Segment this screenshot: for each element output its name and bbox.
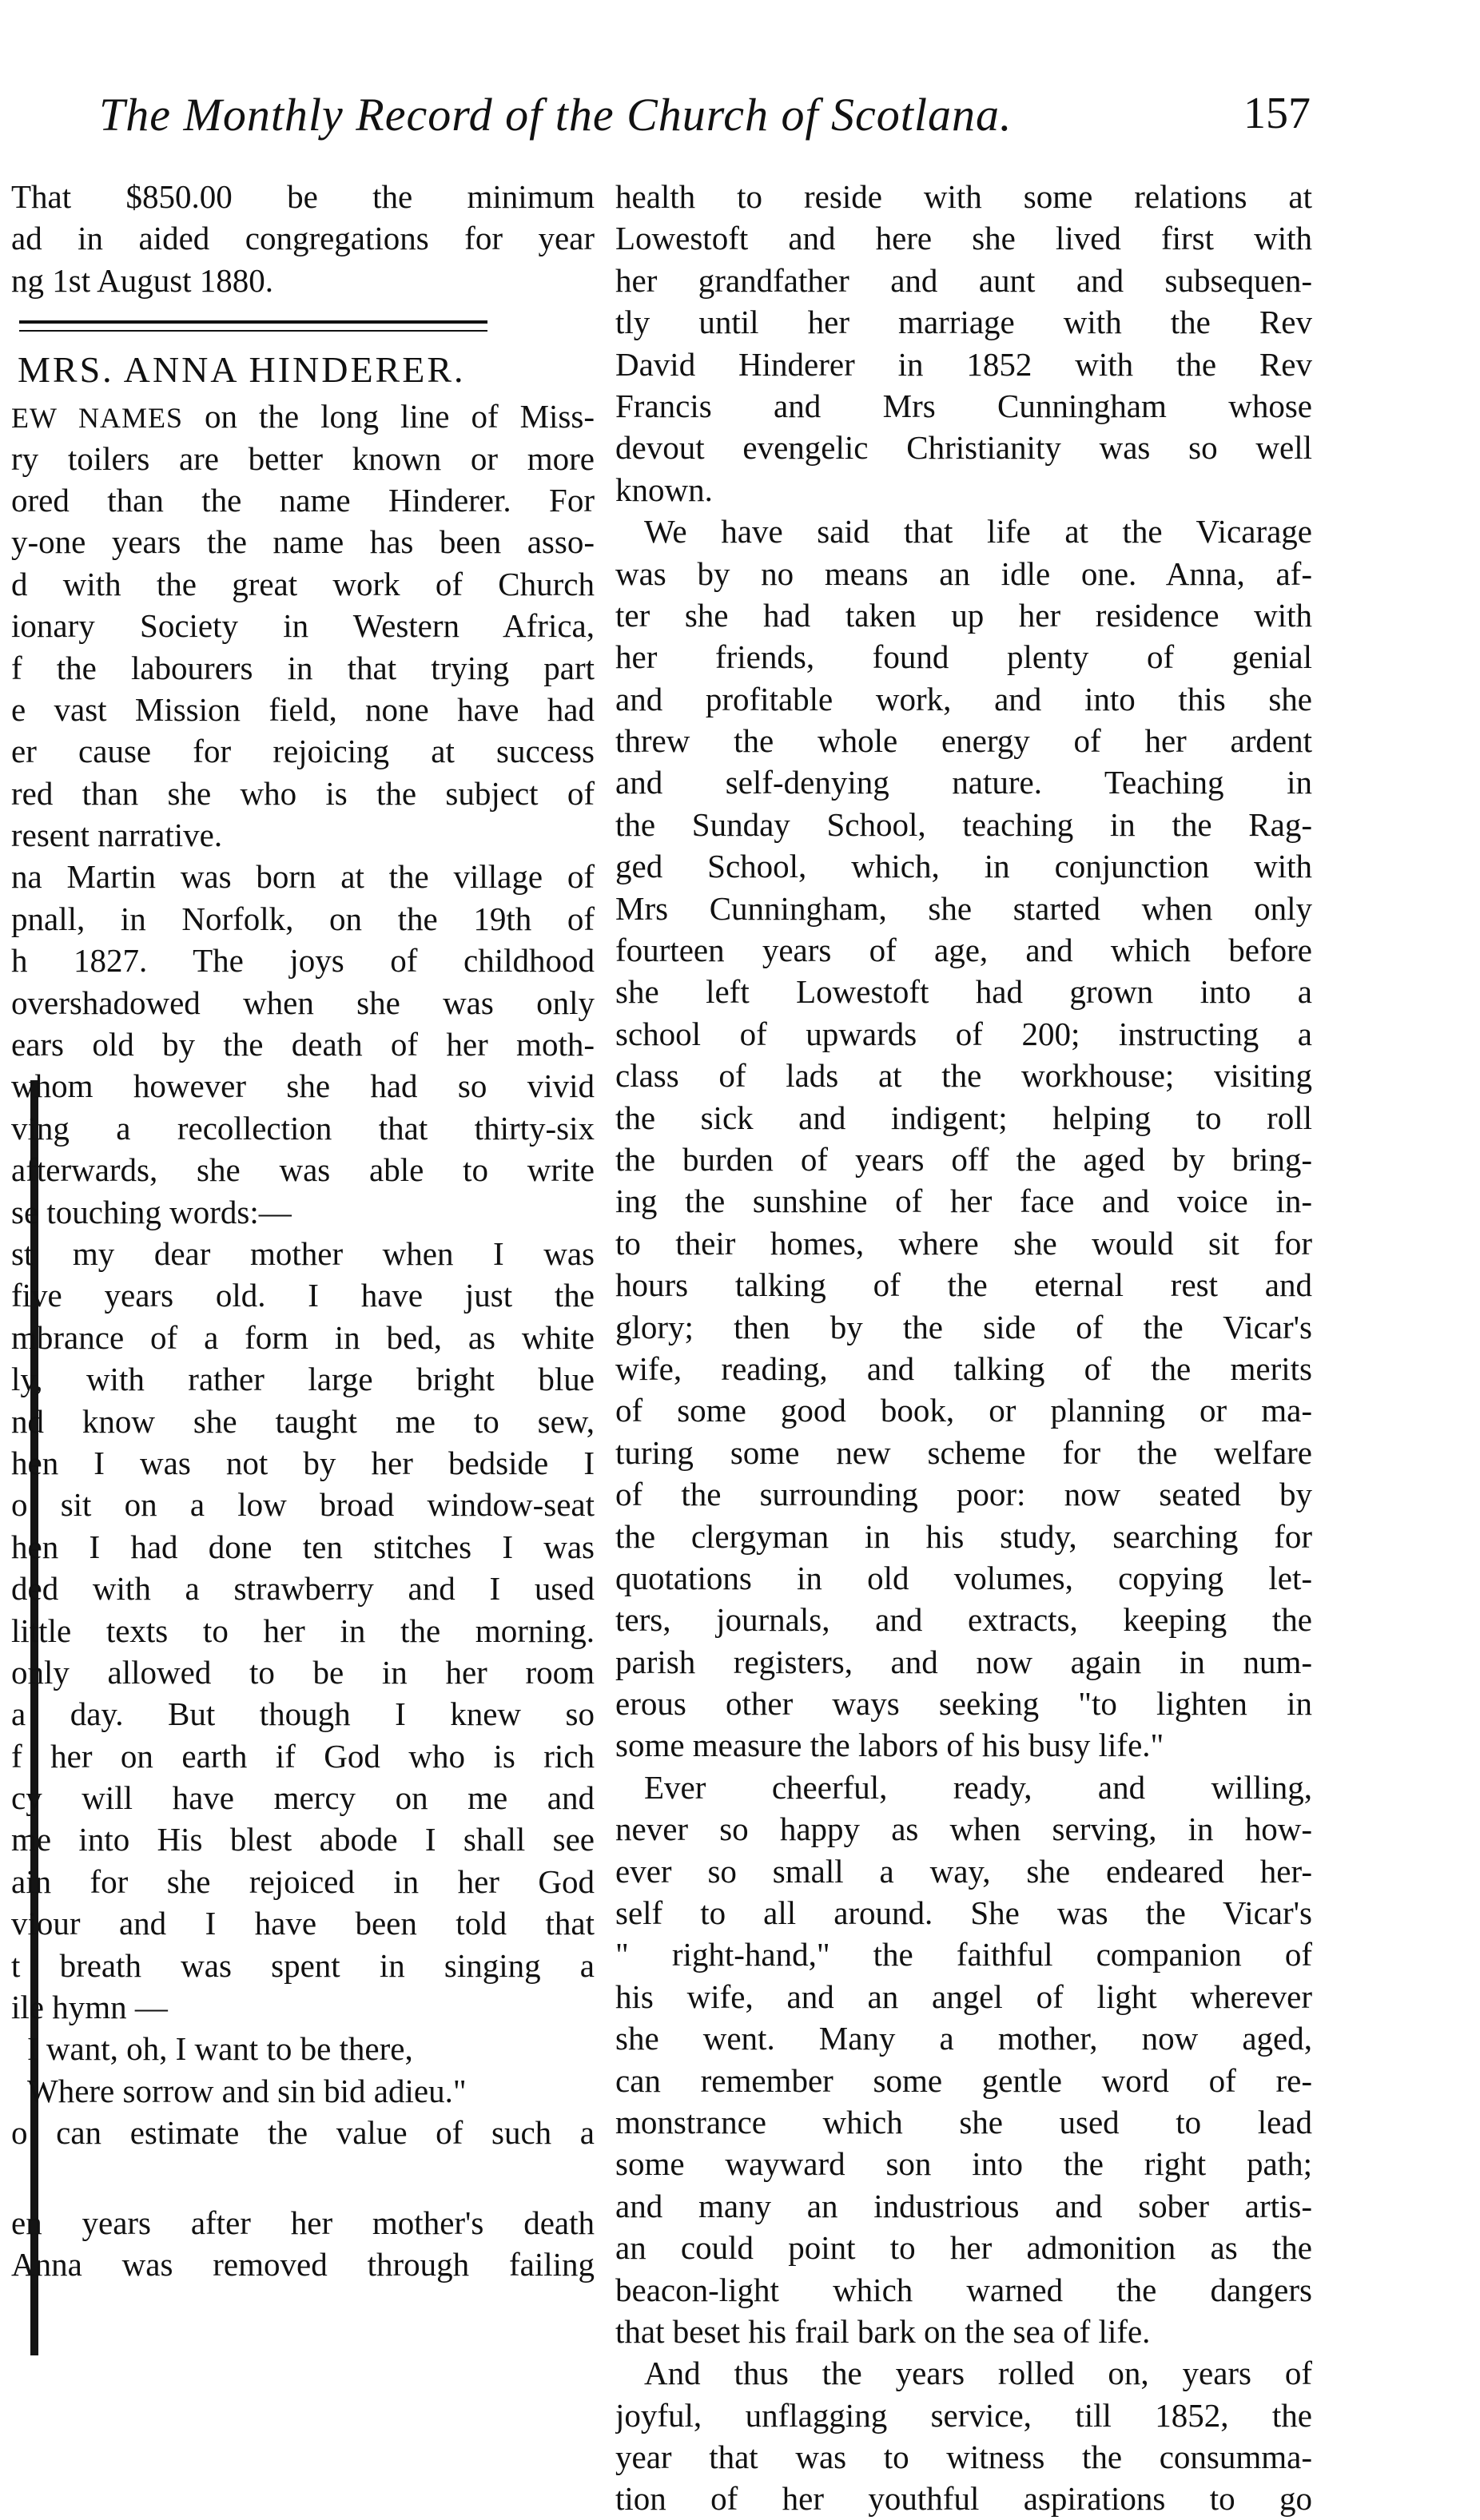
text-line: And thus the years rolled on, years of (644, 2355, 1312, 2392)
section-divider (19, 320, 487, 332)
text-line: se touching words:— (11, 1193, 292, 1230)
text-line: whom however she had so vivid (11, 1067, 595, 1105)
text-line: f her on earth if God who is rich (11, 1737, 595, 1775)
resolution-text (11, 176, 595, 301)
text-line: ters, journals, and extracts, keeping the (615, 1601, 1312, 1639)
text-line: ad in aided congregations for year (11, 220, 595, 257)
text-line: joyful, unflagging service, till 1852, the (615, 2396, 1312, 2434)
text-line: er cause for rejoicing at success (11, 733, 595, 770)
quoted-passage (11, 1233, 595, 2028)
text-line: wife, reading, and talking of the merits (615, 1349, 1312, 1387)
text-line: That $850.00 be the minimum (11, 178, 595, 215)
text-line: her grandfather and aunt and subsequen- (615, 261, 1312, 299)
text-line: some measure the labors of his busy life." (615, 1727, 1164, 1764)
paragraph-cheerful (615, 1767, 1312, 2352)
text-line: f the labourers in that trying part (11, 649, 595, 686)
text-line: We have said that life at the Vicarage (644, 513, 1312, 551)
text-line: cy will have mercy on me and (11, 1779, 595, 1817)
text-line: Anna was removed through failing (11, 2245, 595, 2283)
text-line: Francis and Mrs Cunningham whose (615, 387, 1312, 424)
text-line: ears old by the death of her moth- (11, 1026, 595, 1063)
text-line: that beset his frail bark on the sea of life. (615, 2312, 1151, 2350)
paragraph-birth (11, 856, 595, 1233)
article-title: MRS. ANNA HINDERER. (18, 349, 466, 391)
text-line: ng 1st August 1880. (11, 261, 274, 299)
text-line: hours talking of the eternal rest and (615, 1266, 1312, 1304)
running-head (0, 88, 1311, 152)
text-line: tly until her marriage with the Rev (615, 304, 1312, 341)
text-line: Lowestoft and here she lived first with (615, 220, 1312, 257)
paragraph-years (615, 2352, 1312, 2520)
text-line: ain for she rejoiced in her God (11, 1862, 595, 1900)
text-line: ing the sunshine of her face and voice in- (615, 1182, 1312, 1220)
text-line: resent narrative. (11, 817, 223, 854)
text-line: ry toilers are better known or more (11, 439, 595, 477)
journal-title: The Monthly Record of the Church of Scotlana. (99, 89, 1013, 141)
text-line: her friends, found plenty of genial (615, 638, 1312, 676)
text-line: o can estimate the value of such a (11, 2114, 595, 2152)
text-line: only allowed to be in her room (11, 1653, 595, 1691)
text-line: year that was to witness the consumma- (615, 2439, 1312, 2476)
text-line: t breath was spent in singing a (11, 1946, 595, 1984)
left-column (11, 176, 595, 2285)
text-line: class of lads at the workhouse; visiting (615, 1057, 1312, 1095)
text-line: h 1827. The joys of childhood (11, 942, 595, 980)
text-line: and many an industrious and sober artis- (615, 2187, 1312, 2224)
text-line: the sick and indigent; helping to roll (615, 1099, 1312, 1136)
text-line: beacon-light which warned the dangers (615, 2271, 1312, 2308)
text-line: " right-hand," the faithful companion of (615, 1936, 1312, 1973)
text-line: ded with a strawberry and I used (11, 1570, 595, 1608)
text-line: pnall, in Norfolk, on the 19th of (11, 900, 595, 937)
text-line: the Sunday School, teaching in the Rag- (615, 805, 1312, 843)
right-column (615, 176, 1312, 2520)
text-line: threw the whole energy of her ardent (615, 722, 1312, 760)
text-line: health to reside with some relations at (615, 178, 1312, 215)
text-line: o sit on a low broad window-seat (11, 1486, 595, 1524)
text-line: known. (615, 471, 713, 508)
text-line: she went. Many a mother, now aged, (615, 2020, 1312, 2057)
text-line: a day. But though I knew so (11, 1695, 595, 1733)
text-line: na Martin was born at the village of (11, 858, 595, 896)
text-line: some wayward son into the right path; (615, 2145, 1312, 2183)
text-line: devout evengelic Christianity was so well (615, 429, 1312, 467)
paragraph-vicarage (615, 511, 1312, 1767)
paragraph-lowestoft (615, 176, 1312, 511)
text-line: the clergyman in his study, searching for (615, 1517, 1312, 1555)
text-line: d with the great work of Church (11, 565, 595, 602)
text-line: David Hinderer in 1852 with the Rev (615, 345, 1312, 383)
text-line: fourteen years of age, and which before (615, 932, 1312, 969)
text-line: y-one years the name has been asso- (11, 523, 595, 561)
text-line: self to all around. She was the Vicar's (615, 1894, 1312, 1932)
text-line: overshadowed when she was only (11, 984, 595, 1021)
text-line: turing some new scheme for the welfare (615, 1433, 1312, 1471)
text-line: Mrs Cunningham, she started when only (615, 889, 1312, 927)
text-line: to their homes, where she would sit for (615, 1224, 1312, 1262)
text-line: the burden of years off the aged by bring- (615, 1140, 1312, 1178)
opening-words: EW NAMES (11, 402, 184, 435)
hymn-verse (11, 2028, 595, 2112)
text-line: ving a recollection that thirty-six (11, 1109, 595, 1147)
text-line: ged School, which, in conjunction with (615, 848, 1312, 885)
text-line: ored than the name Hinderer. For (11, 481, 595, 519)
text-line: ever so small a way, she endeared her- (615, 1852, 1312, 1890)
text-line: five years old. I have just the (11, 1277, 595, 1314)
text-line: little texts to her in the morning. (11, 1612, 595, 1649)
paragraph-removal (11, 2202, 595, 2286)
text-line: afterwards, she was able to write (11, 1151, 595, 1189)
text-line: ionary Society in Western Africa, (11, 607, 595, 645)
text-line: never so happy as when serving, in how- (615, 1811, 1312, 1848)
text-line (11, 395, 595, 437)
text-line: an could point to her admonition as the (615, 2229, 1312, 2267)
text-line: nd know she taught me to sew, (11, 1402, 595, 1440)
text-line: and profitable work, and into this she (615, 680, 1312, 717)
text-line: glory; then by the side of the Vicar's (615, 1308, 1312, 1345)
text-line: ile hymn — (11, 1989, 168, 2026)
text-line: st my dear mother when I was (11, 1234, 595, 1272)
text-line: tion of her youthful aspirations to go (615, 2480, 1312, 2518)
text-line: e vast Mission field, none have had (11, 690, 595, 728)
text-line: was by no means an idle one. Anna, af- (615, 554, 1312, 592)
text-line: hen I had done ten stitches I was (11, 1528, 595, 1565)
text-line: quotations in old volumes, copying let- (615, 1559, 1312, 1596)
text-line: erous other ways seeking "to lighten in (615, 1685, 1312, 1723)
text-line: of the surrounding poor: now seated by (615, 1476, 1312, 1513)
hymn-line: I want, oh, I want to be there, (27, 2030, 413, 2068)
text-line: ly, with rather large bright blue (11, 1361, 595, 1398)
text-line: red than she who is the subject of (11, 774, 595, 812)
page-number: 157 (1243, 89, 1311, 138)
text-line: and self-denying nature. Teaching in (615, 764, 1312, 801)
text-line: ter she had taken up her residence with (615, 596, 1312, 634)
text-line: parish registers, and now again in num- (615, 1643, 1312, 1680)
hymn-line: Where sorrow and sin bid adieu." (27, 2072, 467, 2109)
paragraph-intro (11, 395, 595, 856)
text-line: his wife, and an angel of light wherever (615, 1977, 1312, 2015)
text-line: school of upwards of 200; instructing a (615, 1015, 1312, 1052)
text-line: can remember some gentle word of re- (615, 2061, 1312, 2099)
text-line: she left Lowestoft had grown into a (615, 973, 1312, 1011)
text-line: monstrance which she used to lead (615, 2103, 1312, 2140)
text-line: hen I was not by her bedside I (11, 1444, 595, 1481)
text-line: Ever cheerful, ready, and willing, (644, 1768, 1312, 1806)
text-line: mbrance of a form in bed, as white (11, 1318, 595, 1356)
text-line: viour and I have been told that (11, 1905, 595, 1942)
text-line: en years after her mother's death (11, 2204, 595, 2241)
opening-rest: on the long line of Miss- (183, 398, 595, 435)
text-line: of some good book, or planning or ma- (615, 1392, 1312, 1429)
text-line: me into His blest abode I shall see (11, 1821, 595, 1858)
